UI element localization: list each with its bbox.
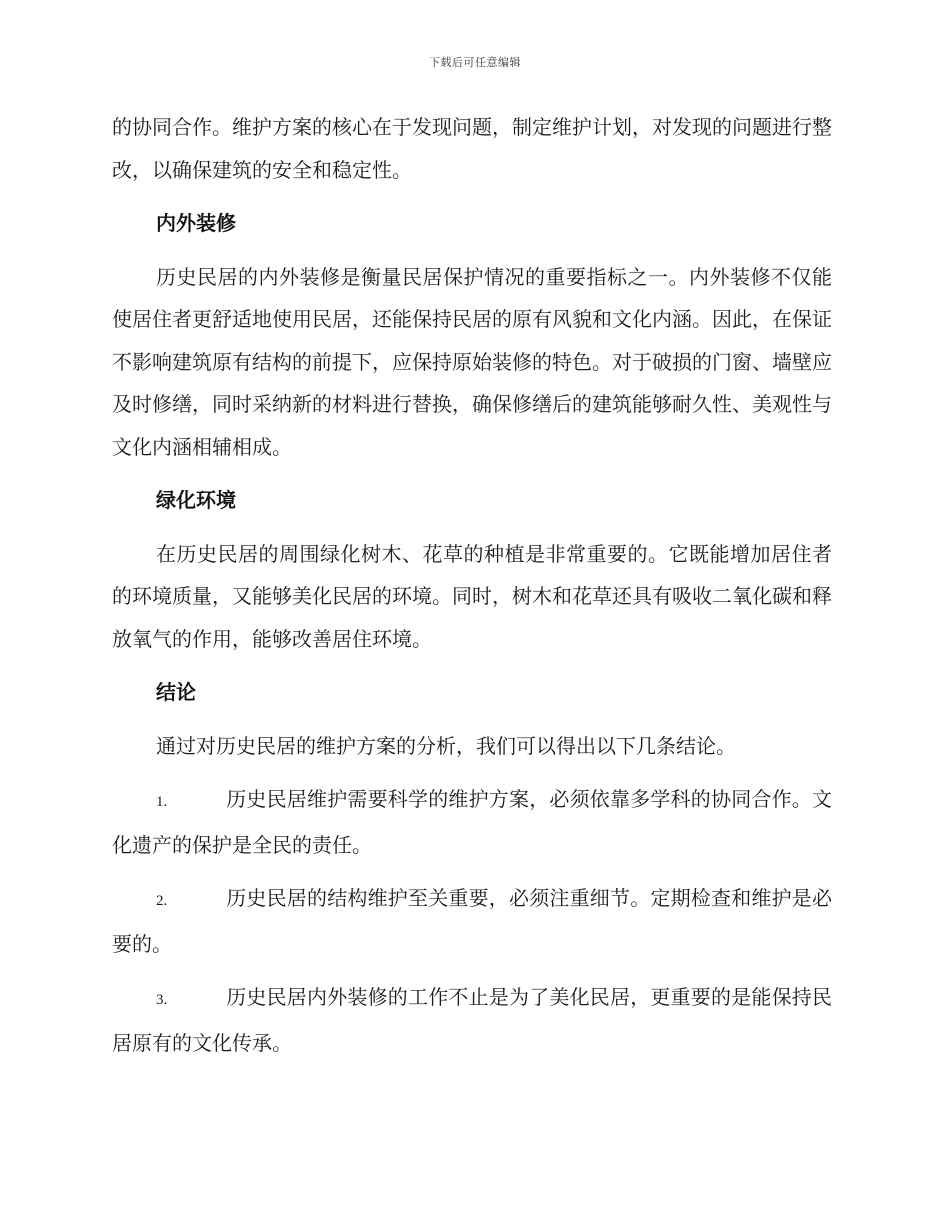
- list-item-text: 历史民居维护需要科学的维护方案，必须依靠多学科的协同合作。文化遗产的保护是全民的责任。: [112, 787, 832, 857]
- document-body: [112, 106, 832, 1064]
- list-item-text: 历史民居内外装修的工作不止是为了美化民居，更重要的是能保持民居原有的文化传承。: [112, 985, 832, 1055]
- list-item: [112, 877, 832, 965]
- page-header: 下载后可任意编辑: [429, 56, 521, 69]
- section-heading-greening: 绿化环境: [156, 488, 236, 512]
- list-item: [112, 976, 832, 1064]
- conclusion-intro-paragraph: 通过对历史民居的维护方案的分析，我们可以得出以下几条结论。: [156, 733, 736, 758]
- intro-paragraph: 的协同合作。维护方案的核心在于发现问题，制定维护计划，对发现的问题进行整改，以确保建筑的安全和稳定性。: [112, 115, 832, 182]
- section-heading-decoration: 内外装修: [156, 211, 236, 235]
- list-item: [112, 778, 832, 866]
- greening-paragraph: 在历史民居的周围绿化树木、花草的种植是非常重要的。它既能增加居住者的环境质量，又能够美化民居的环境。同时，树木和花草还具有吸收二氧化碳和释放氧气的作用，能够改善居住环境。: [112, 541, 832, 651]
- decoration-paragraph: 历史民居的内外装修是衡量民居保护情况的重要指标之一。内外装修不仅能使居住者更舒适地使用民居，还能保持民居的原有风貌和文化内涵。因此，在保证不影响建筑原有结构的前提下，应保持原始装修的特色。对于破损的门窗、墙壁应及时修缮，同时采纳新的材料进行替换，确保修缮后的建筑能够耐久性、美观性与文化内涵相辅相成。: [112, 264, 832, 459]
- list-item-number: 3.: [156, 992, 168, 1008]
- list-item-text: 历史民居的结构维护至关重要，必须注重细节。定期检查和维护是必要的。: [112, 886, 832, 956]
- list-item-number: 1.: [156, 794, 168, 810]
- list-item-number: 2.: [156, 893, 168, 909]
- section-heading-conclusion: 结论: [156, 680, 196, 704]
